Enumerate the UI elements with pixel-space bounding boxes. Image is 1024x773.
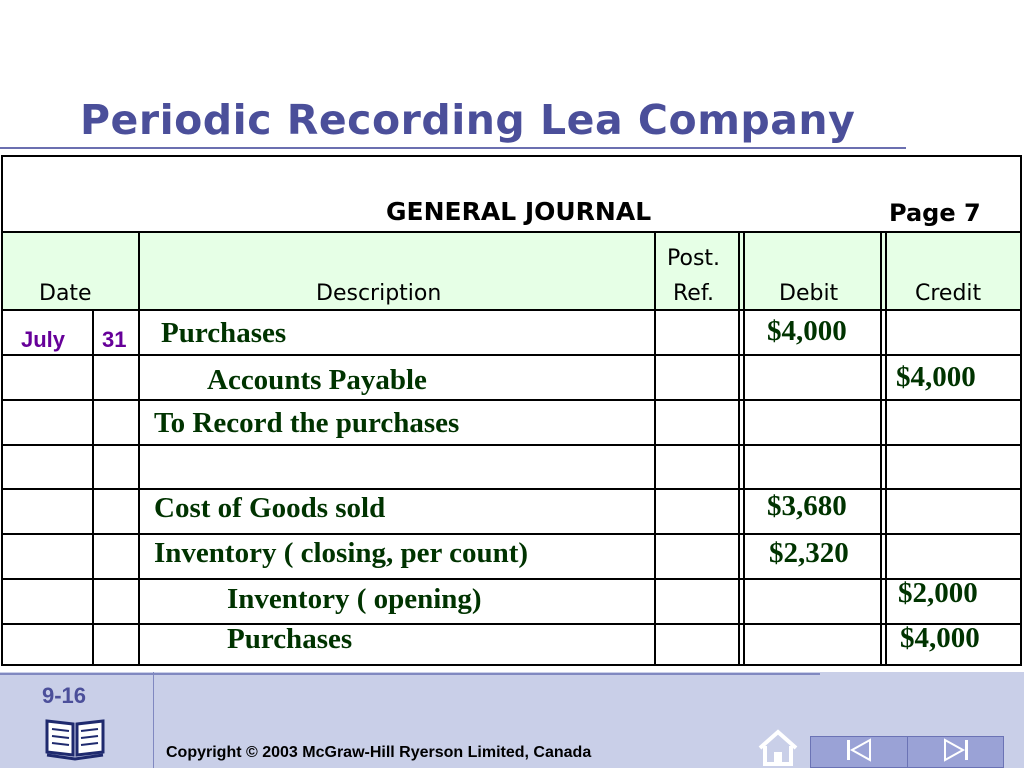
entry-debit: $4,000 — [767, 315, 847, 347]
column-header-debit: Debit — [779, 281, 839, 306]
journal-title: GENERAL JOURNAL — [386, 197, 652, 226]
entry-debit: $2,320 — [769, 537, 849, 569]
grid-line-postref — [738, 233, 740, 664]
skip-first-icon — [844, 738, 874, 767]
row-divider-1 — [3, 354, 1020, 356]
book-icon — [44, 715, 106, 766]
copyright-notice: Copyright © 2003 McGraw-Hill Ryerson Limited, Canada — [166, 744, 592, 761]
column-header-ref: Ref. — [673, 281, 714, 306]
entry-debit: $3,680 — [767, 490, 847, 522]
journal-page-number: Page 7 — [889, 199, 981, 227]
slide-title: Periodic Recording Lea Company — [80, 96, 856, 144]
last-slide-button[interactable] — [908, 737, 1004, 767]
column-header-post: Post. — [667, 246, 721, 271]
general-journal — [1, 155, 1022, 666]
entry-description: Purchases — [161, 317, 287, 349]
title-underline — [0, 147, 906, 149]
column-header-credit: Credit — [915, 281, 982, 306]
skip-last-icon — [941, 738, 971, 767]
grid-line-description — [654, 233, 656, 664]
footer-divider — [153, 672, 154, 768]
entry-credit: $4,000 — [900, 622, 980, 654]
entry-month: July — [21, 327, 66, 352]
row-divider-2 — [3, 399, 1020, 401]
entry-credit: $2,000 — [898, 577, 978, 609]
column-header-date: Date — [39, 281, 92, 306]
entry-day: 31 — [102, 327, 127, 352]
entry-description: Inventory ( closing, per count) — [154, 537, 529, 569]
grid-line-debit — [880, 233, 882, 664]
column-header-description: Description — [316, 281, 442, 306]
row-divider-7 — [3, 623, 1020, 625]
slide-number: 9-16 — [42, 683, 87, 708]
first-slide-button[interactable] — [811, 737, 908, 767]
entry-credit: $4,000 — [896, 361, 976, 393]
entry-description: Accounts Payable — [207, 364, 427, 396]
grid-line-postref-double — [743, 233, 745, 664]
entry-description: Cost of Goods sold — [154, 492, 386, 524]
footer-top-rule — [0, 673, 820, 675]
grid-line-debit-double — [885, 233, 887, 664]
entry-description: To Record the purchases — [154, 407, 460, 439]
column-header-row — [3, 233, 1020, 311]
entry-description: Inventory ( opening) — [227, 583, 482, 615]
entry-description: Purchases — [227, 623, 353, 655]
journal-header — [3, 157, 1020, 233]
row-divider-5 — [3, 533, 1020, 535]
home-icon[interactable] — [756, 728, 800, 773]
row-divider-4 — [3, 488, 1020, 490]
slide-navigation — [810, 736, 1004, 768]
grid-line-date — [138, 233, 140, 664]
row-divider-3 — [3, 444, 1020, 446]
row-divider-6 — [3, 578, 1020, 580]
